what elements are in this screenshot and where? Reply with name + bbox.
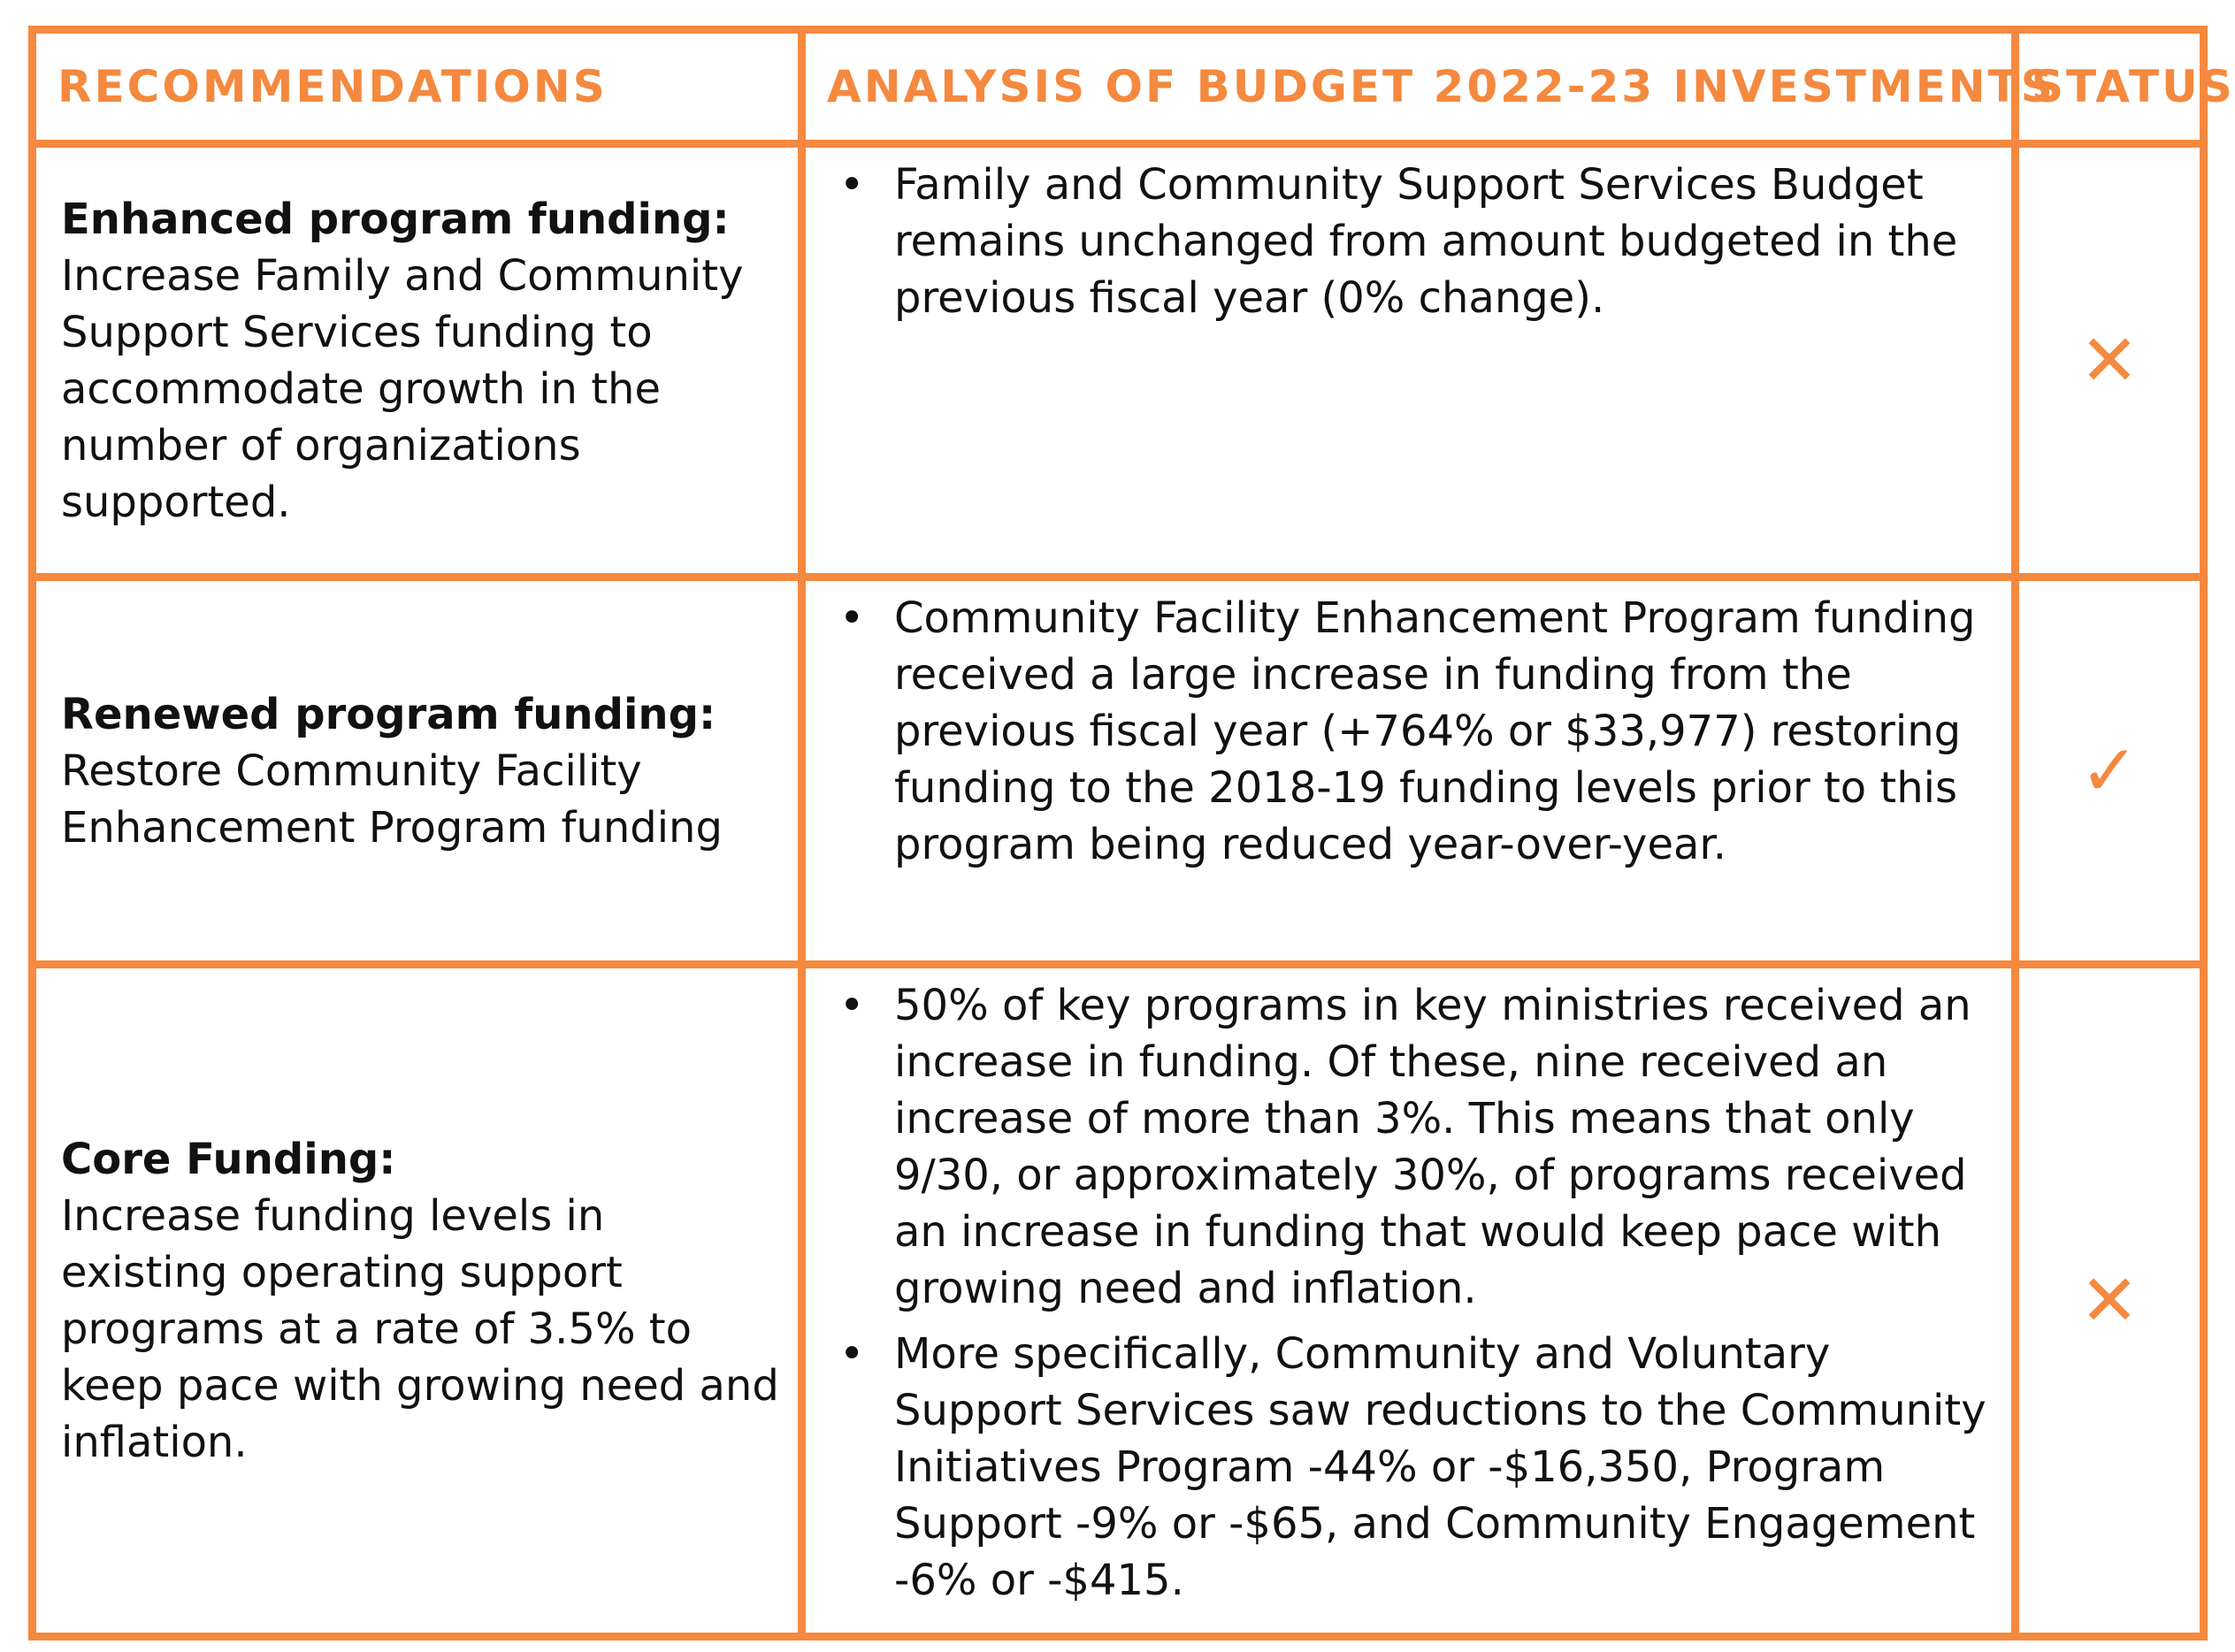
bullet-icon: • — [839, 593, 865, 643]
analysis-cell — [802, 577, 2016, 965]
status-cell — [2016, 577, 2204, 965]
header-row — [33, 30, 2204, 144]
analysis-list — [830, 157, 1994, 326]
recommendation-cell — [33, 144, 802, 577]
analysis-bullet — [830, 590, 1994, 873]
recommendation-body: Increase funding levels in existing operating support programs at a rate of 3.5% to keep pace with growing need and inflation. — [61, 1190, 779, 1467]
analysis-text: Family and Community Support Services Budget remains unchanged from amount budgeted in the previous fiscal year (0% change). — [894, 160, 1958, 323]
analysis-list — [830, 977, 1994, 1609]
recommendation-title: Core Funding: — [61, 1134, 396, 1184]
table-row — [33, 144, 2204, 577]
analysis-cell — [802, 144, 2016, 577]
bullet-icon: • — [839, 160, 865, 210]
budget-analysis-table-wrap — [28, 26, 2235, 1625]
header-status: STATUS — [2016, 30, 2204, 144]
table-row — [33, 965, 2204, 1637]
analysis-text: Community Facility Enhancement Program funding received a large increase in funding from the previous fiscal year (+764% or $33,977) restoring funding to the 2018-19 funding levels prior to this program being reduced year-over-year. — [894, 593, 1976, 869]
status-cell — [2016, 144, 2204, 577]
checkmark-icon: ✓ — [2079, 729, 2139, 812]
header-recommendations: RECOMMENDATIONS — [33, 30, 802, 144]
analysis-bullet — [830, 1326, 1994, 1609]
recommendation-title: Enhanced program funding: — [61, 194, 730, 244]
analysis-cell — [802, 965, 2016, 1637]
recommendation-cell — [33, 577, 802, 965]
recommendation-body: Restore Community Facility Enhancement Program funding — [61, 746, 723, 853]
analysis-text: More specifically, Community and Voluntary Support Services saw reductions to the Community Initiatives Program -44% or -$16,350, Program Support -9% or -$65, and Community Engagement -6% or -$415. — [894, 1329, 1986, 1605]
analysis-list — [830, 590, 1994, 873]
table-row — [33, 577, 2204, 965]
cross-icon: ✕ — [2079, 318, 2139, 402]
analysis-bullet — [830, 157, 1994, 326]
analysis-bullet — [830, 977, 1994, 1317]
recommendation-body: Increase Family and Community Support Services funding to accommodate growth in the number of organizations supported. — [61, 250, 744, 527]
recommendation-title: Renewed program funding: — [61, 689, 716, 739]
status-cell — [2016, 965, 2204, 1637]
cross-icon: ✕ — [2079, 1258, 2139, 1342]
bullet-icon: • — [839, 1329, 865, 1379]
bullet-icon: • — [839, 981, 865, 1030]
recommendation-cell — [33, 965, 802, 1637]
budget-analysis-table — [28, 26, 2235, 1641]
header-analysis: ANALYSIS OF BUDGET 2022-23 INVESTMENTS — [802, 30, 2016, 144]
analysis-text: 50% of key programs in key ministries received an increase in funding. Of these, nine received an increase of more than 3%. This means that only 9/30, or approximately 30%, of programs received an increase in funding that would keep pace with growing need and inflation. — [894, 981, 1971, 1313]
